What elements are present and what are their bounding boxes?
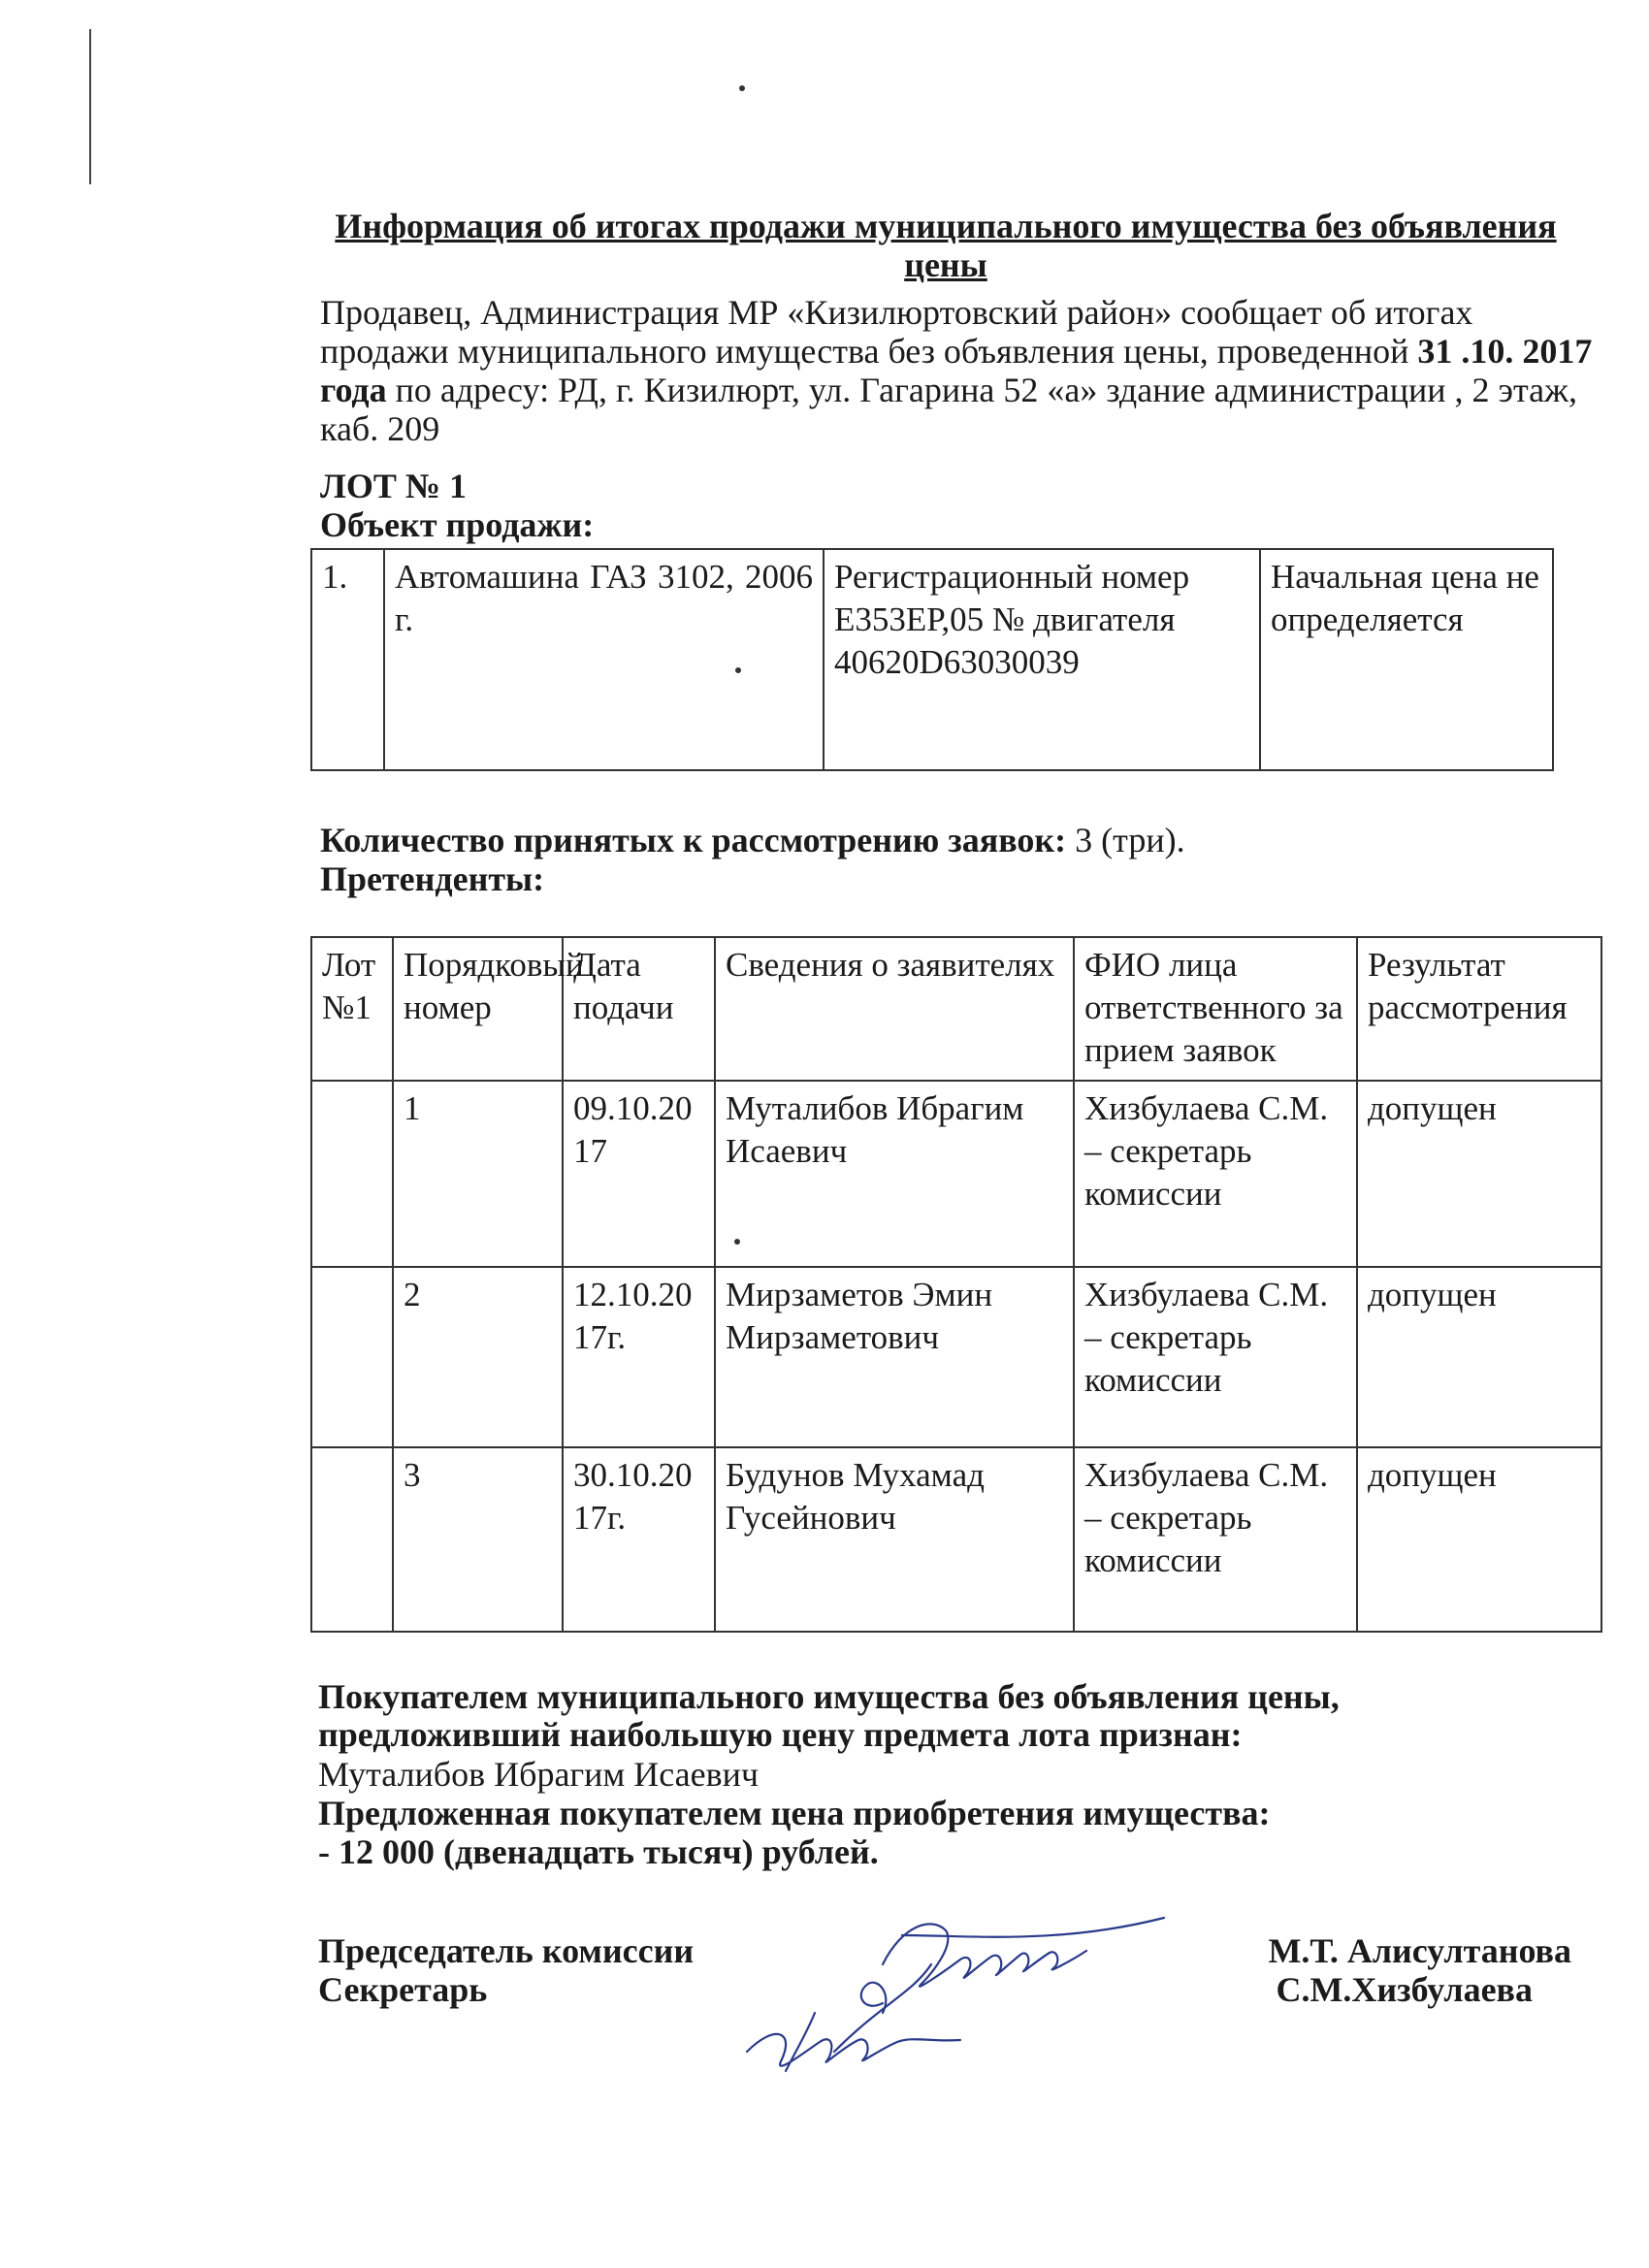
- header-date: Дата подачи: [563, 937, 715, 1081]
- header-result: Результат рассмотрения: [1357, 937, 1601, 1081]
- applications-line: [320, 822, 1185, 859]
- row-applicant: Мирзаметов Эмин Мирзаметович: [715, 1267, 1074, 1447]
- header-responsible: ФИО лица ответственного за прием заявок: [1074, 937, 1357, 1081]
- applications-value: 3 (три).: [1066, 821, 1185, 859]
- row-applicant: Муталибов Ибрагим Исаевич: [715, 1081, 1074, 1267]
- object-price: Начальная цена не определяется: [1260, 549, 1553, 770]
- header-number: Порядковый номер: [393, 937, 563, 1081]
- row-date: 30.10.2017г.: [563, 1447, 715, 1632]
- header-applicant: Сведения о заявителях: [715, 937, 1074, 1081]
- secretary-name: С.М.Хизбулаева: [1276, 1970, 1533, 2009]
- row-responsible: Хизбулаева С.М. – секретарь комиссии: [1074, 1267, 1357, 1447]
- row-date: 09.10.2017: [563, 1081, 715, 1267]
- chair-role: Председатель комиссии: [318, 1931, 695, 1970]
- scan-edge-line: [89, 29, 91, 184]
- object-row: [311, 549, 1553, 770]
- header-lot: Лот №1: [311, 937, 393, 1081]
- table-header-row: [311, 937, 1601, 1081]
- row-lot: [311, 1081, 393, 1267]
- table-row: [311, 1267, 1601, 1447]
- scan-speck: [739, 85, 745, 91]
- document-title: Информация об итогах продажи муниципального имущества без объявления цены: [335, 207, 1557, 284]
- lot-heading: ЛОТ № 1: [320, 467, 468, 505]
- buyer-heading: Покупателем муниципального имущества без объявления цены, предложивший наибольшую цену предмета лота признан:: [318, 1677, 1340, 1754]
- intro-text-1: Продавец, Администрация МР «Кизилюртовский район» сообщает об итогах продажи муниципального имущества без объявления цены, проведенной: [320, 293, 1473, 371]
- object-num: 1.: [311, 549, 384, 770]
- row-applicant: Будунов Мухамад Гусейнович: [715, 1447, 1074, 1632]
- applications-label: Количество принятых к рассмотрению заявок:: [320, 821, 1067, 859]
- applicants-heading: Претенденты:: [320, 859, 545, 898]
- object-name: Автомашина ГАЗ 3102, 2006 г.: [384, 549, 824, 770]
- row-responsible: Хизбулаева С.М. – секретарь комиссии: [1074, 1081, 1357, 1267]
- object-details: Регистрационный номер Е353ЕР,05 № двигателя 40620D63030039: [824, 549, 1260, 770]
- buyer-name: Муталибов Ибрагим Исаевич: [318, 1755, 759, 1794]
- row-responsible: Хизбулаева С.М. – секретарь комиссии: [1074, 1447, 1357, 1632]
- intro-text-2: по адресу: РД, г. Кизилюрт, ул. Гагарина 52 «а» здание администрации , 2 этаж, каб. 209: [320, 371, 1577, 448]
- row-result: допущен: [1357, 1081, 1601, 1267]
- table-row: [311, 1081, 1601, 1267]
- handwritten-signatures: [737, 1906, 1164, 2081]
- table-row: [311, 1447, 1601, 1632]
- price-heading: Предложенная покупателем цена приобретения имущества:: [318, 1794, 1271, 1832]
- chair-name: М.Т. Алисултанова: [1268, 1931, 1571, 1970]
- secretary-role: Секретарь: [318, 1970, 488, 2009]
- row-date: 12.10.2017г.: [563, 1267, 715, 1447]
- row-lot: [311, 1447, 393, 1632]
- row-result: допущен: [1357, 1267, 1601, 1447]
- row-number: 3: [393, 1447, 563, 1632]
- intro-paragraph: [320, 293, 1610, 448]
- object-table: [310, 548, 1554, 771]
- row-result: допущен: [1357, 1447, 1601, 1632]
- row-number: 1: [393, 1081, 563, 1267]
- price-value: - 12 000 (двенадцать тысяч) рублей.: [318, 1832, 879, 1871]
- row-number: 2: [393, 1267, 563, 1447]
- object-heading: Объект продажи:: [320, 505, 595, 544]
- row-lot: [311, 1267, 393, 1447]
- applicants-table: [310, 936, 1602, 1633]
- sale-date: 31 .10. 2017 года: [320, 332, 1593, 409]
